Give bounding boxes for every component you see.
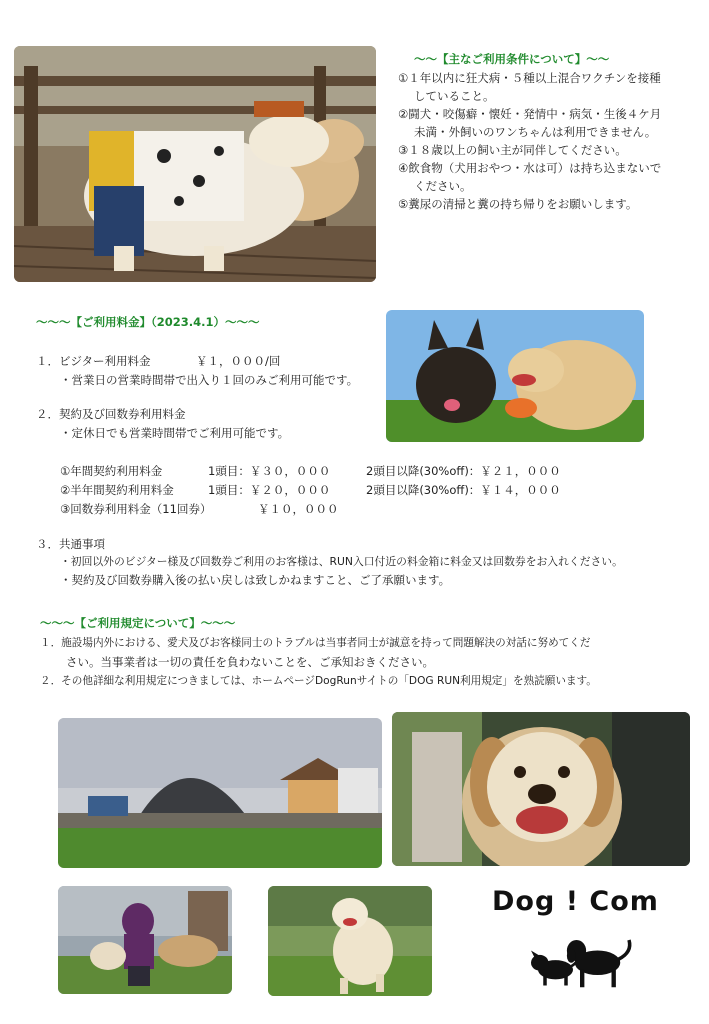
rule-line: １．施設場内外における、愛犬及びお客様同士のトラブルは当事者同士が誠意を持って問題解決の対話に努めてくだ xyxy=(40,637,591,649)
contract-fee-label: ２．契約及び回数券利用料金 xyxy=(36,407,186,421)
rule-line: ２．その他詳細な利用規定につきましては、ホームページDogRunサイトの「DOG RUN利用規定」を熟読願います。 xyxy=(40,675,597,687)
fee-row-second: 2頭目以降(30%off)：￥１４，０００ xyxy=(366,483,561,497)
fee-row-first: 1頭目：￥３０，０００ xyxy=(208,464,331,478)
fee-row-name: ②半年間契約利用料金 xyxy=(60,483,174,497)
condition-line: ③１８歳以上の飼い主が同伴してください。 xyxy=(398,143,627,157)
common-note: ・初回以外のビジター様及び回数券ご利用のお客様は、RUN入口付近の料金箱に料金又は回数券をお入れください。 xyxy=(60,555,623,568)
common-note: ・契約及び回数券購入後の払い戻しは致しかねますこと、ご了承願います。 xyxy=(60,573,451,587)
fee-row-second: 2頭目以降(30%off)：￥２１，０００ xyxy=(366,464,561,478)
condition-line: ①１年以内に狂犬病・５種以上混合ワクチンを接種 xyxy=(398,71,661,85)
dog-silhouette-icon xyxy=(480,926,680,996)
photo-smiling-golden xyxy=(392,712,690,866)
contract-fee-note: ・定休日でも営業時間帯でご利用可能です。 xyxy=(60,426,290,440)
condition-line: ⑤糞尿の清掃と糞の持ち帰りをお願いします。 xyxy=(398,197,638,211)
condition-line: ください。 xyxy=(414,179,472,193)
condition-line: ②闘犬・咬傷癖・懐妊・発情中・病気・生後４ケ月 xyxy=(398,107,662,121)
logo-text: Dog ! Com xyxy=(492,886,659,917)
photo-bulldog-golden xyxy=(386,310,644,442)
visitor-fee-label: １．ビジター利用料金 xyxy=(36,354,151,368)
photo-costumed-dogs xyxy=(14,46,376,282)
photo-owner-with-dogs xyxy=(58,886,232,994)
fee-row-first: ￥１０，０００ xyxy=(258,502,339,516)
common-label: ３．共通事項 xyxy=(36,537,105,551)
conditions-list xyxy=(398,69,661,213)
conditions-title: 〜〜【主なご利用条件について】〜〜 xyxy=(414,52,610,66)
condition-line: ④飲食物（犬用おやつ・水は可）は持ち込まないで xyxy=(398,161,662,175)
rule-line: さい。当事業者は一切の責任を負わないことを、ご承知おきください。 xyxy=(66,655,434,669)
fee-row-tickets xyxy=(60,501,620,519)
photo-running-golden xyxy=(268,886,432,996)
rules-title: 〜〜〜【ご利用規定について】〜〜〜 xyxy=(40,616,236,630)
condition-line: 未満・外飼いのワンちゃんは利用できません。 xyxy=(414,125,657,139)
visitor-fee-note: ・営業日の営業時間帯で出入り１回のみご利用可能です。 xyxy=(60,373,359,387)
fee-row-first: 1頭目：￥２０，０００ xyxy=(208,483,331,497)
visitor-fee-price: ￥１，０００/回 xyxy=(196,354,281,368)
fees-title: 〜〜〜【ご利用料金】（2023.4.1）〜〜〜 xyxy=(36,315,260,329)
fee-row-halfyear xyxy=(60,482,620,500)
fee-row-name: ①年間契約利用料金 xyxy=(60,464,163,478)
condition-line: していること。 xyxy=(414,89,495,103)
fee-row-name: ③回数券利用料金（11回券） xyxy=(60,502,212,516)
photo-dome-building xyxy=(58,718,382,868)
fee-row-annual xyxy=(60,463,620,481)
dogcom-logo xyxy=(480,886,680,996)
